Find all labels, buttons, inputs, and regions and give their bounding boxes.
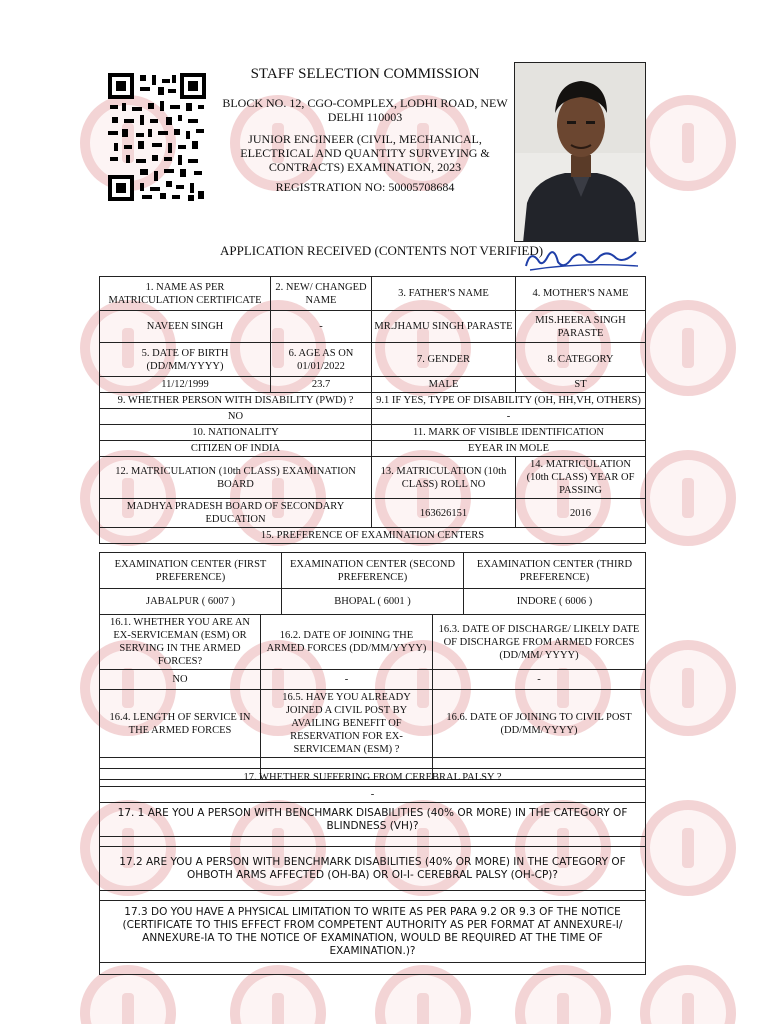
category-value: ST xyxy=(516,377,646,393)
new-name-value: - xyxy=(271,311,372,343)
center-second-label: EXAMINATION CENTER (SECOND PREFERENCE) xyxy=(282,553,464,589)
nationality-label: 10. NATIONALITY xyxy=(100,425,372,441)
civil-joining-label: 16.6. DATE OF JOINING TO CIVIL POST (DD/MM/YYYY) xyxy=(433,690,646,758)
armed-discharge-label: 16.3. DATE OF DISCHARGE/ LIKELY DATE OF DISCHARGE FROM ARMED FORCES (DD/MM/ YYYY) xyxy=(433,615,646,670)
acknowledgement-note: APPLICATION RECEIVED (CONTENTS NOT VERIFIED) xyxy=(220,243,544,258)
commission-address: BLOCK NO. 12, CGO-COMPLEX, LODHI ROAD, NEW DELHI 110003 xyxy=(222,96,508,124)
nationality-value: CITIZEN OF INDIA xyxy=(100,441,372,457)
center-third-value: INDORE ( 6006 ) xyxy=(464,589,646,615)
roll-number-value: 163626151 xyxy=(372,499,516,528)
service-length-value: - xyxy=(100,758,261,780)
new-name-label: 2. NEW/ CHANGED NAME xyxy=(271,277,372,311)
roll-number-label: 13. MATRICULATION (10th CLASS) ROLL NO xyxy=(372,457,516,499)
center-third-label: EXAMINATION CENTER (THIRD PREFERENCE) xyxy=(464,553,646,589)
civil-joining-value: - xyxy=(433,758,646,780)
service-length-label: 16.4. LENGTH OF SERVICE IN THE ARMED FORCES xyxy=(100,690,261,758)
answer-17-1 xyxy=(100,837,646,847)
civil-post-value: - xyxy=(261,758,433,780)
gender-value: MALE xyxy=(372,377,516,393)
ex-serviceman-table xyxy=(99,614,646,780)
mother-name-value: MIS.HEERA SINGH PARASTE xyxy=(516,311,646,343)
center-first-label: EXAMINATION CENTER (FIRST PREFERENCE) xyxy=(100,553,282,589)
document-header xyxy=(216,64,514,194)
board-value: MADHYA PRADESH BOARD OF SECONDARY EDUCATION xyxy=(100,499,372,528)
cerebral-palsy-value: - xyxy=(100,787,646,803)
pwd-type-value: - xyxy=(372,409,646,425)
candidate-photo xyxy=(514,62,646,242)
dob-label: 5. DATE OF BIRTH (DD/MM/YYYY) xyxy=(100,343,271,377)
board-label: 12. MATRICULATION (10th CLASS) EXAMINATION BOARD xyxy=(100,457,372,499)
center-second-value: BHOPAL ( 6001 ) xyxy=(282,589,464,615)
esm-label: 16.1. WHETHER YOU ARE AN EX-SERVICEMAN (ESM) OR SERVING IN THE ARMED FORCES? xyxy=(100,615,261,670)
cerebral-palsy-label: 17. WHETHER SUFFERING FROM CEREBRAL PALSY ? xyxy=(100,769,646,787)
qr-code-icon xyxy=(108,73,206,201)
personal-details-table xyxy=(99,276,646,544)
name-value: NAVEEN SINGH xyxy=(100,311,271,343)
passing-year-value: 2016 xyxy=(516,499,646,528)
armed-joining-label: 16.2. DATE OF JOINING THE ARMED FORCES (DD/MM/YYYY) xyxy=(261,615,433,670)
exam-centers-table xyxy=(99,552,646,615)
identification-mark-label: 11. MARK OF VISIBLE IDENTIFICATION xyxy=(372,425,646,441)
answer-17-2 xyxy=(100,891,646,901)
civil-post-label: 16.5. HAVE YOU ALREADY JOINED A CIVIL POST BY AVAILING BENEFIT OF RESERVATION FOR EX-SERVICEMAN (ESM) ? xyxy=(261,690,433,758)
category-label: 8. CATEGORY xyxy=(516,343,646,377)
mother-name-label: 4. MOTHER'S NAME xyxy=(516,277,646,311)
age-label: 6. AGE AS ON 01/01/2022 xyxy=(271,343,372,377)
father-name-value: MR.JHAMU SINGH PARASTE xyxy=(372,311,516,343)
dob-value: 11/12/1999 xyxy=(100,377,271,393)
gender-label: 7. GENDER xyxy=(372,343,516,377)
question-17-3: 17.3 DO YOU HAVE A PHYSICAL LIMITATION TO WRITE AS PER PARA 9.2 OR 9.3 OF THE NOTICE (CERTIFICATE TO THIS EFFECT FROM COMPETENT AUTHORITY AS PER FORMAT AT ANNEXURE-I/ ANNEXURE-IA TO THE NOTICE OF EXAMINATION, WOULD BE REQUIRED AT THE TIME OF EXAMINATION.)? xyxy=(100,901,646,963)
identification-mark-value: EYEAR IN MOLE xyxy=(372,441,646,457)
commission-title: STAFF SELECTION COMMISSION xyxy=(250,66,480,82)
question-17-1: 17. 1 ARE YOU A PERSON WITH BENCHMARK DISABILITIES (40% OR MORE) IN THE CATEGORY OF BLINDNESS (VH)? xyxy=(100,803,646,837)
esm-value: NO xyxy=(100,670,261,690)
armed-discharge-value: - xyxy=(433,670,646,690)
pwd-label: 9. WHETHER PERSON WITH DISABILITY (PWD) ? xyxy=(100,393,372,409)
pwd-value: NO xyxy=(100,409,372,425)
registration-number: REGISTRATION NO: 50005708684 xyxy=(275,180,455,194)
answer-17-3 xyxy=(100,963,646,975)
exam-name: JUNIOR ENGINEER (CIVIL, MECHANICAL, ELECTRICAL AND QUANTITY SURVEYING & CONTRACTS) EXAMINATION, 2023 xyxy=(240,132,490,174)
father-name-label: 3. FATHER'S NAME xyxy=(372,277,516,311)
center-preference-label: 15. PREFERENCE OF EXAMINATION CENTERS xyxy=(100,528,646,544)
pwd-type-label: 9.1 IF YES, TYPE OF DISABILITY (OH, HH,VH, OTHERS) xyxy=(372,393,646,409)
center-first-value: JABALPUR ( 6007 ) xyxy=(100,589,282,615)
age-value: 23.7 xyxy=(271,377,372,393)
question-17-2: 17.2 ARE YOU A PERSON WITH BENCHMARK DISABILITIES (40% OR MORE) IN THE CATEGORY OF OHBOTH ARMS AFFECTED (OH-BA) OR OI-I- CEREBRAL PALSY (OH-CP)? xyxy=(100,847,646,891)
disability-questions-table xyxy=(99,768,646,975)
armed-joining-value: - xyxy=(261,670,433,690)
passing-year-label: 14. MATRICULATION (10th CLASS) YEAR OF PASSING xyxy=(516,457,646,499)
name-label: 1. NAME AS PER MATRICULATION CERTIFICATE xyxy=(100,277,271,311)
